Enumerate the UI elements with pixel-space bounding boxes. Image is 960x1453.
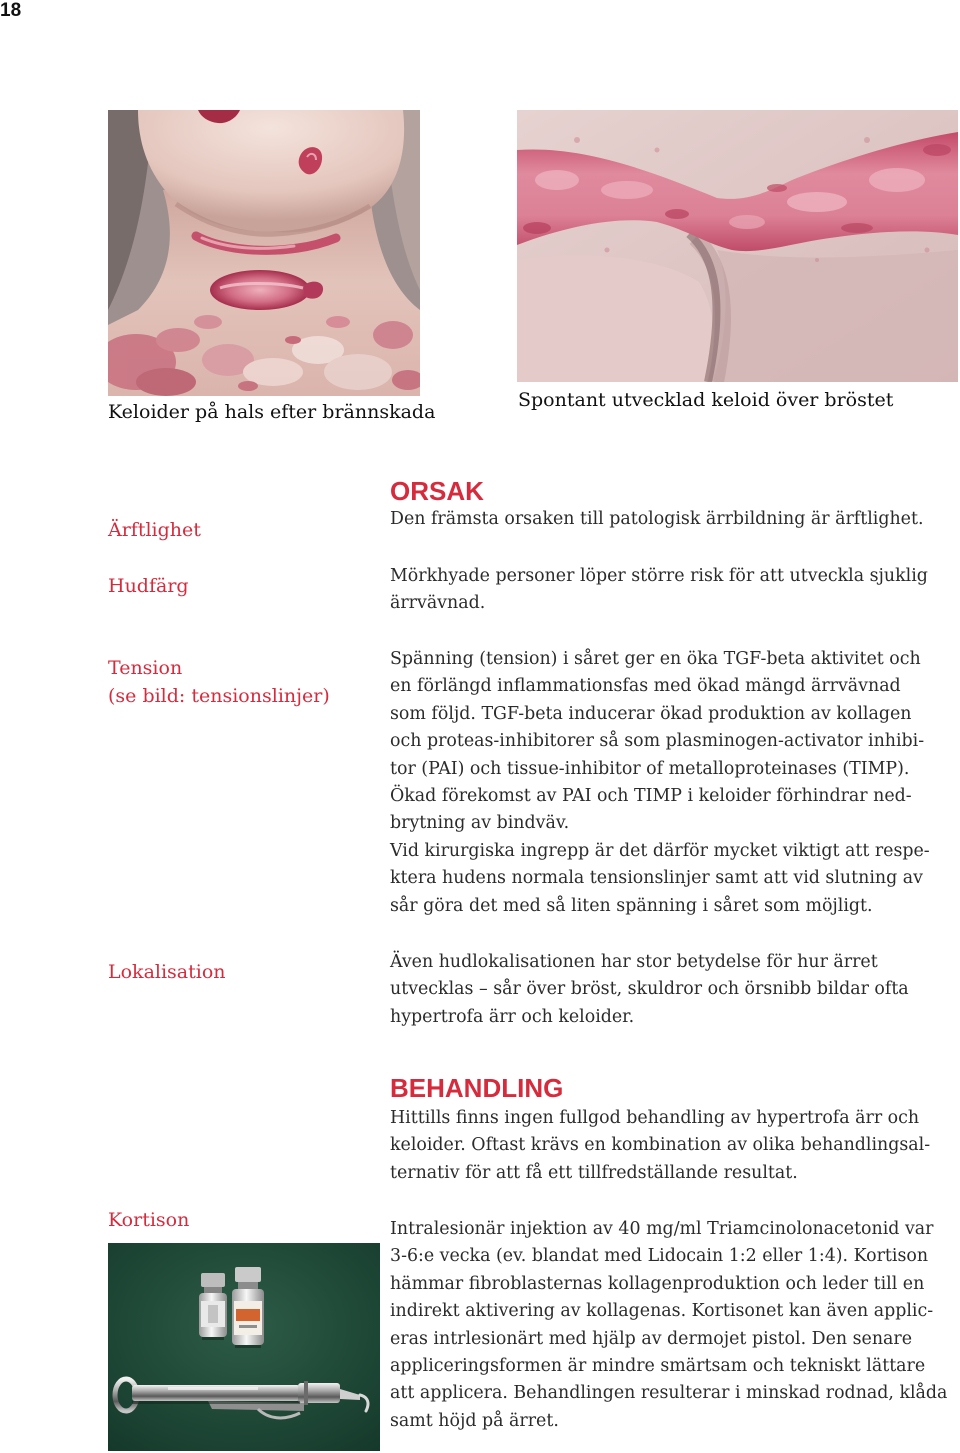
cortisone-figure [108, 1243, 380, 1451]
paragraph-line: ternativ för att få ett tillfredställande resultat. [390, 1162, 798, 1183]
paragraph-line: Hittills finns ingen fullgod behandling av hypertrofa ärr och [390, 1108, 920, 1128]
margin-label-line: Hudfärg [108, 575, 189, 597]
margin-label-skin-color [108, 572, 189, 600]
paragraph-line: 3-6:e vecka (ev. blandat med Lidocain 1:2 eller 1:4). Kortison [390, 1246, 929, 1267]
margin-label-location [108, 958, 226, 986]
paragraph [390, 1105, 956, 1187]
paragraph-line: Även hudlokalisationen har stor betydelse för hur ärret [390, 952, 878, 972]
figure-caption: Keloider på hals efter brännskada [108, 401, 436, 423]
page-number: 18 [0, 0, 22, 21]
margin-label-line: Kortison [108, 1209, 190, 1231]
neck-keloid-figure [108, 110, 420, 396]
cortisone-vials-dermojet-photo [108, 1243, 380, 1451]
margin-label-line: Ärftlighet [108, 519, 201, 541]
paragraph-line: indirekt aktivering av kollagenas. Kortisonet kan även applic- [390, 1301, 934, 1322]
figure-caption: Spontant utvecklad keloid över bröstet [518, 389, 894, 411]
paragraph-line: brytning av bindväv. [390, 813, 570, 834]
paragraph-line: Vid kirurgiska ingrepp är det därför mycket viktigt att respe- [390, 840, 930, 861]
paragraph-line: Spänning (tension) i såret ger en öka TGF-beta aktivitet och [390, 649, 921, 669]
margin-label-heredity [108, 516, 201, 544]
paragraph-line: samt höjd på ärret. [390, 1410, 559, 1431]
paragraph-line: ktera hudens normala tensionslinjer samt att vid slutning av [390, 868, 923, 889]
margin-label-tension [108, 654, 330, 710]
paragraph [390, 949, 956, 1031]
paragraph-line: eras intrlesionärt med hjälp av dermojet pistol. Den senare [390, 1328, 912, 1349]
paragraph-line: Den främsta orsaken till patologisk ärrbildning är ärftlighet. [390, 509, 924, 529]
paragraph-line: Intralesionär injektion av 40 mg/ml Triamcinolonacetonid var [390, 1219, 934, 1239]
neck-burn-keloids-photo [108, 110, 420, 396]
paragraph-line: Ökad förekomst av PAI och TIMP i keloider förhindrar ned- [390, 786, 912, 807]
paragraph-line: ärrvävnad. [390, 593, 486, 614]
paragraph-line: appliceringsformen är mindre smärtsam och tekniskt lättare [390, 1356, 926, 1377]
paragraph-line: tor (PAI) och tissue-inhibitor of metalloproteinases (TIMP). [390, 758, 910, 779]
paragraph-line: utvecklas – sår över bröst, skuldror och örsnibb bildar ofta [390, 979, 909, 1000]
margin-label-line: Lokalisation [108, 961, 226, 983]
paragraph-line: som följd. TGF-beta inducerar ökad produktion av kollagen [390, 703, 912, 724]
margin-label-line: Tension [108, 657, 183, 679]
paragraph [390, 506, 956, 533]
chest-keloid-figure [517, 110, 958, 382]
margin-label-line: (se bild: tensionslinjer) [108, 685, 330, 707]
paragraph-line: en förlängd inflammationsfas med ökad mängd ärrvävnad [390, 676, 901, 697]
paragraph-line: Mörkhyade personer löper större risk för att utveckla sjuklig [390, 566, 928, 586]
paragraph-line: att applicera. Behandlingen resulterar i minskad rodnad, klåda [390, 1383, 948, 1404]
section-heading-treatment: BEHANDLING [390, 1073, 564, 1103]
paragraph [390, 646, 956, 920]
paragraph-line: och proteas-inhibitorer så som plasminogen-activator inhibi- [390, 731, 925, 752]
chest-keloid-photo [517, 110, 958, 382]
paragraph [390, 1216, 956, 1435]
margin-label-cortisone [108, 1206, 189, 1234]
paragraph-line: keloider. Oftast krävs en kombination av olika behandlingsal- [390, 1135, 931, 1156]
paragraph-line: hypertrofa ärr och keloider. [390, 1006, 635, 1027]
paragraph-line: hämmar fibroblasternas kollagenproduktion och leder till en [390, 1273, 925, 1294]
paragraph [390, 563, 956, 618]
paragraph-line: sår göra det med så liten spänning i såret som möjligt. [390, 895, 873, 916]
section-heading-cause: ORSAK [390, 476, 484, 506]
